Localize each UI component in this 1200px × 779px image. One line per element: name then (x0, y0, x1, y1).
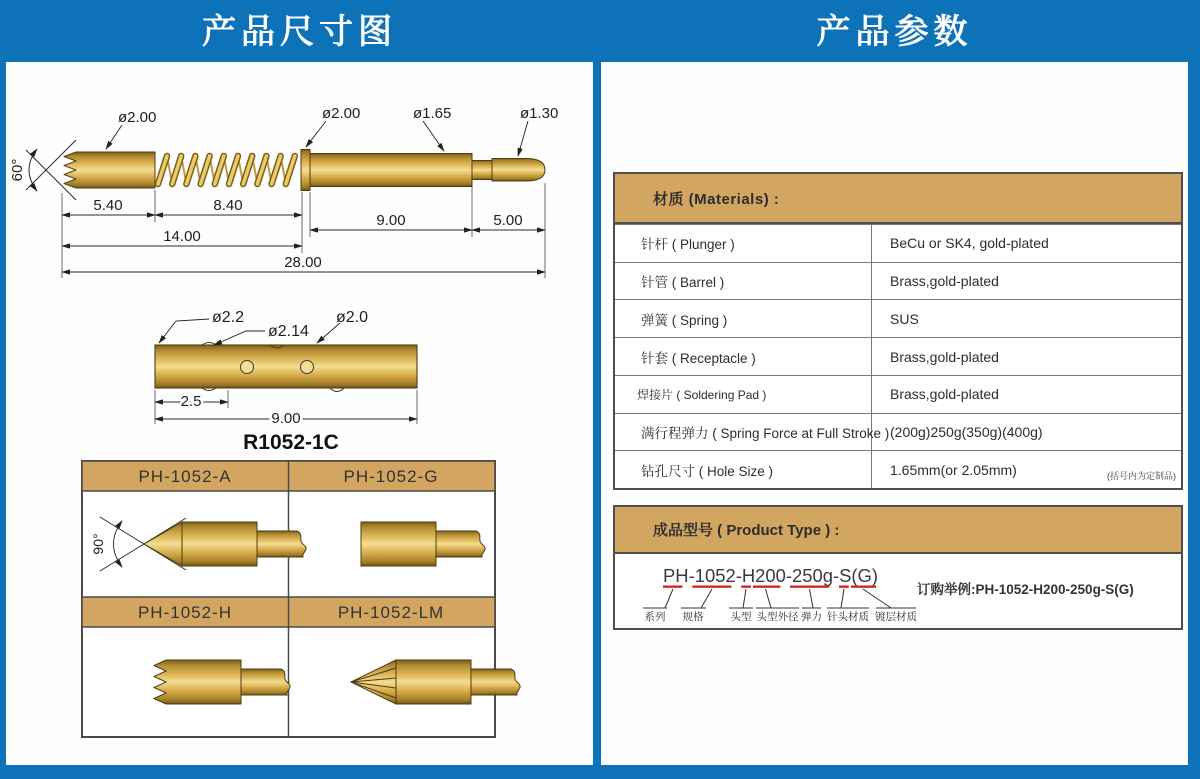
head-type-h-label: PH-1052-H (137, 603, 233, 622)
probe-dim-5-00: 5.00 (493, 212, 523, 229)
material-value (872, 451, 1181, 488)
head-a-angle-label: 90° (90, 533, 106, 555)
probe-dim-14-00: 14.00 (163, 228, 201, 245)
material-value: Brass,gold-plated (890, 273, 999, 290)
table-row (615, 299, 1181, 337)
probe-crown-head (64, 152, 155, 188)
code-segment-underlines (663, 586, 876, 588)
head-type-a-label: PH-1052-A (138, 467, 232, 486)
segment-label-head-od: 头型外径 (756, 611, 799, 623)
probe-dia4-label: ø1.30 (520, 105, 559, 122)
probe-dia2-label: ø2.00 (322, 105, 361, 122)
material-label: 满行程弹力 ( Spring Force at Full Stroke ) (615, 414, 872, 451)
probe-dim-8-40: 8.40 (213, 197, 243, 214)
receptacle-dim-9-00: 9.00 (271, 410, 301, 427)
segment-label-series: 系列 (644, 611, 666, 623)
hole-size-value: 1.65mm(or 2.05mm) (890, 461, 1017, 478)
probe-dia1-label: ø2.00 (118, 109, 157, 126)
material-label: 针管 ( Barrel ) (615, 263, 872, 300)
receptacle-dia2-label: ø2.14 (268, 323, 309, 340)
dimension-diagram-svg (6, 62, 593, 765)
material-value: BeCu or SK4, gold-plated (890, 235, 1049, 252)
segment-label-spec: 规格 (682, 611, 704, 623)
probe-dia3-label: ø1.65 (413, 105, 452, 122)
segment-label-head-type: 头型 (730, 611, 752, 623)
left-panel-title: 产品尺寸图 (202, 13, 397, 51)
product-type-box (613, 505, 1183, 630)
receptacle-title: R1052-1C (243, 431, 339, 454)
receptacle-dia1-label: ø2.2 (212, 309, 245, 326)
probe-drawing (9, 105, 558, 278)
materials-table-header: 材质 (Materials) : (615, 174, 1181, 224)
code-segment-labels (645, 610, 918, 623)
parameters-panel (601, 62, 1188, 765)
segment-label-plating: 镀层材质 (875, 611, 917, 623)
material-label: 钻孔尺寸 ( Hole Size ) (615, 451, 872, 488)
product-code: PH-1052-H200-250g-S(G) (663, 566, 878, 586)
product-type-body (615, 554, 1181, 628)
probe-angle-label: 60° (9, 158, 26, 182)
probe-tip (492, 159, 545, 182)
material-label: 弹簧 ( Spring ) (615, 300, 872, 337)
table-row (615, 224, 1181, 262)
right-panel-title: 产品参数 (816, 13, 973, 51)
material-label: 焊接片 ( Soldering Pad ) (615, 376, 872, 413)
head-type-g-label: PH-1052-G (343, 467, 439, 486)
receptacle-dim-2-5: 2.5 (180, 393, 202, 410)
material-value: SUS (890, 310, 919, 327)
material-label: 针杆 ( Plunger ) (615, 225, 872, 262)
table-row (615, 413, 1181, 451)
segment-label-force: 弹力 (801, 611, 822, 623)
probe-dim-5-40: 5.40 (93, 197, 123, 214)
head-type-table (82, 461, 520, 737)
dimension-diagram-panel (6, 62, 593, 765)
probe-angle-annotation (26, 140, 76, 200)
probe-barrel (310, 154, 472, 187)
receptacle-hole (241, 361, 254, 374)
receptacle-barrel (155, 345, 417, 388)
material-value: (200g)250g(350g)(400g) (890, 423, 1043, 440)
probe-spring (158, 156, 295, 184)
receptacle-dia3-label: ø2.0 (336, 309, 369, 326)
order-example: 订购举例:PH-1052-H200-250g-S(G) (917, 582, 1134, 597)
code-connector-lines (665, 589, 891, 608)
material-value: Brass,gold-plated (890, 386, 999, 403)
table-row (615, 450, 1181, 488)
product-type-header: 成品型号 ( Product Type ) : (615, 507, 1181, 554)
material-label: 针套 ( Receptacle ) (615, 338, 872, 375)
head-type-lm-label: PH-1052-LM (337, 603, 445, 622)
custom-note: (括号内为定制品) (1107, 471, 1176, 482)
material-value: Brass,gold-plated (890, 348, 999, 365)
materials-table (613, 172, 1183, 490)
probe-flange (301, 150, 310, 191)
probe-dim-28-00: 28.00 (284, 254, 322, 271)
receptacle-drawing (155, 309, 417, 454)
probe-step (472, 161, 492, 180)
table-row (615, 337, 1181, 375)
table-row (615, 262, 1181, 300)
product-code-breakdown (643, 556, 943, 628)
table-row (615, 375, 1181, 413)
probe-dim-9-00: 9.00 (376, 212, 406, 229)
receptacle-hole (301, 361, 314, 374)
segment-label-tip-material: 针头材质 (827, 611, 869, 623)
